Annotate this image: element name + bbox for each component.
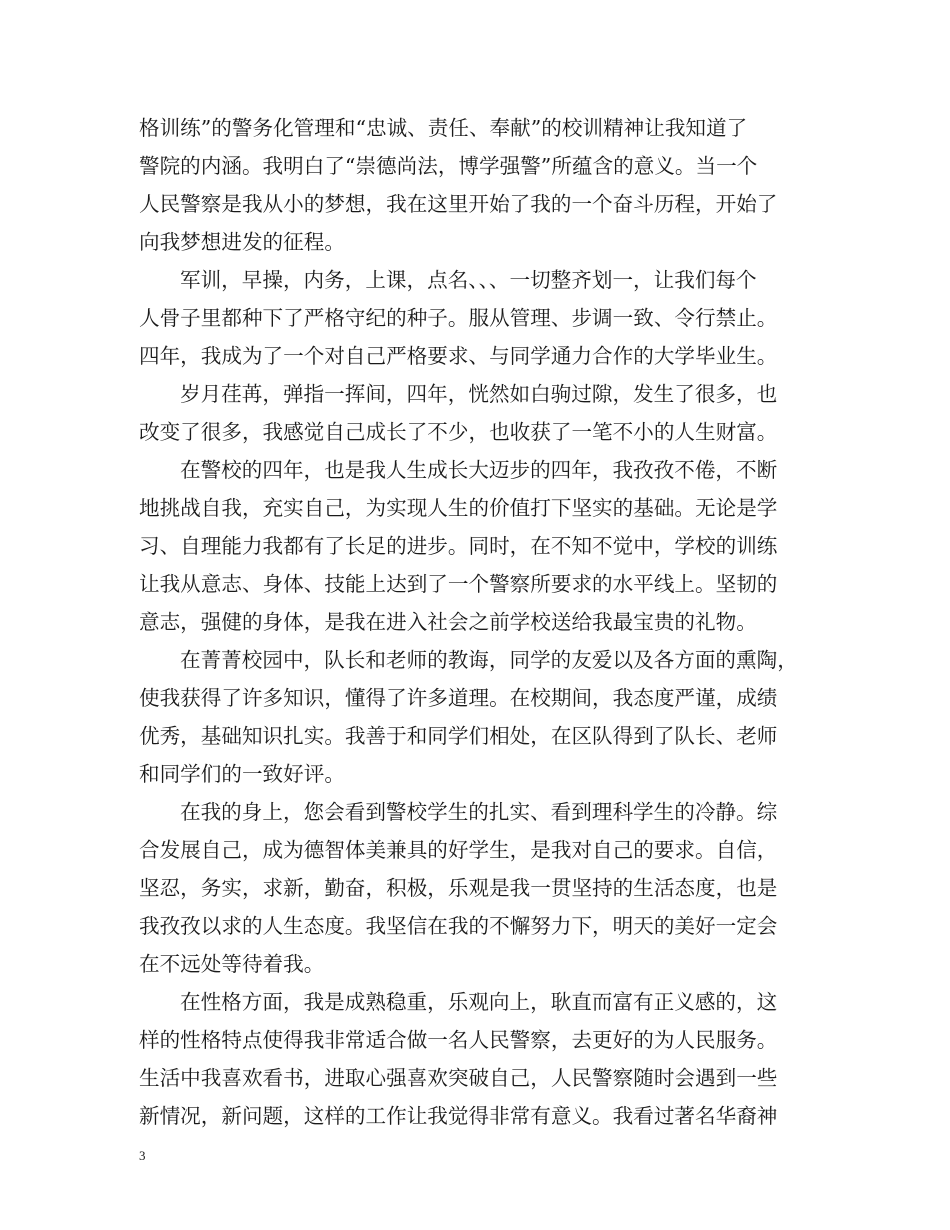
text-line: 四年，我成为了一个对自己严格要求、与同学通力合作的大学毕业生。	[139, 344, 778, 368]
text-line: 在性格方面，我是成熟稳重，乐观向上，耿直而富有正义感的，这	[180, 990, 778, 1014]
text-line: 使我获得了许多知识，懂得了许多道理。在校期间，我态度严谨，成绩	[139, 686, 778, 710]
text-line: 优秀，基础知识扎实。我善于和同学们相处，在区队得到了队长、老师	[139, 724, 778, 748]
text-line: 我孜孜以求的人生态度。我坚信在我的不懈努力下，明天的美好一定会	[139, 914, 778, 938]
text-line: 意志，强健的身体，是我在进入社会之前学校送给我最宝贵的礼物。	[139, 610, 757, 634]
text-line: 在我的身上，您会看到警校学生的扎实、看到理科学生的冷静。综	[180, 800, 778, 824]
text-line: 坚忍，务实，求新，勤奋，积极，乐观是我一贯坚持的生活态度，也是	[139, 876, 778, 900]
text-line: 岁月荏苒，弹指一挥间，四年，恍然如白驹过隙，发生了很多，也	[180, 382, 778, 406]
text-line: 改变了很多，我感觉自己成长了不少，也收获了一笔不小的人生财富。	[139, 420, 778, 444]
text-line: 地挑战自我，充实自己，为实现人生的价值打下坚实的基础。无论是学	[139, 496, 778, 520]
text-line: 人骨子里都种下了严格守纪的种子。服从管理、步调一致、令行禁止。	[139, 306, 778, 330]
text-line: 格训练”的警务化管理和“忠诚、责任、奉献”的校训精神让我知道了	[139, 116, 748, 140]
text-line: 习、自理能力我都有了长足的进步。同时，在不知不觉中，学校的训练	[139, 534, 778, 558]
page-number: 3	[139, 1148, 146, 1163]
text-line: 在不远处等待着我。	[139, 952, 325, 976]
text-line: 人民警察是我从小的梦想，我在这里开始了我的一个奋斗历程，开始了	[139, 192, 778, 216]
text-line: 警院的内涵。我明白了“崇德尚法，博学强警”所蕴含的意义。当一个	[139, 154, 758, 178]
text-line: 在警校的四年，也是我人生成长大迈步的四年，我孜孜不倦，不断	[180, 458, 778, 482]
body-text	[139, 109, 821, 1135]
text-line: 合发展自己，成为德智体美兼具的好学生，是我对自己的要求。自信，	[139, 838, 778, 862]
text-line: 新情况，新问题，这样的工作让我觉得非常有意义。我看过著名华裔神	[139, 1104, 778, 1128]
text-line: 在菁菁校园中，队长和老师的教诲，同学的友爱以及各方面的熏陶，	[180, 648, 798, 672]
text-line: 和同学们的一致好评。	[139, 762, 345, 786]
text-line: 生活中我喜欢看书，进取心强喜欢突破自己，人民警察随时会遇到一些	[139, 1066, 778, 1090]
text-line: 让我从意志、身体、技能上达到了一个警察所要求的水平线上。坚韧的	[139, 572, 778, 596]
text-line: 军训，早操，内务，上课，点名、、、一切整齐划一，让我们每个	[180, 268, 757, 292]
text-line: 样的性格特点使得我非常适合做一名人民警察，去更好的为人民服务。	[139, 1028, 778, 1052]
text-line: 向我梦想进发的征程。	[139, 230, 345, 254]
